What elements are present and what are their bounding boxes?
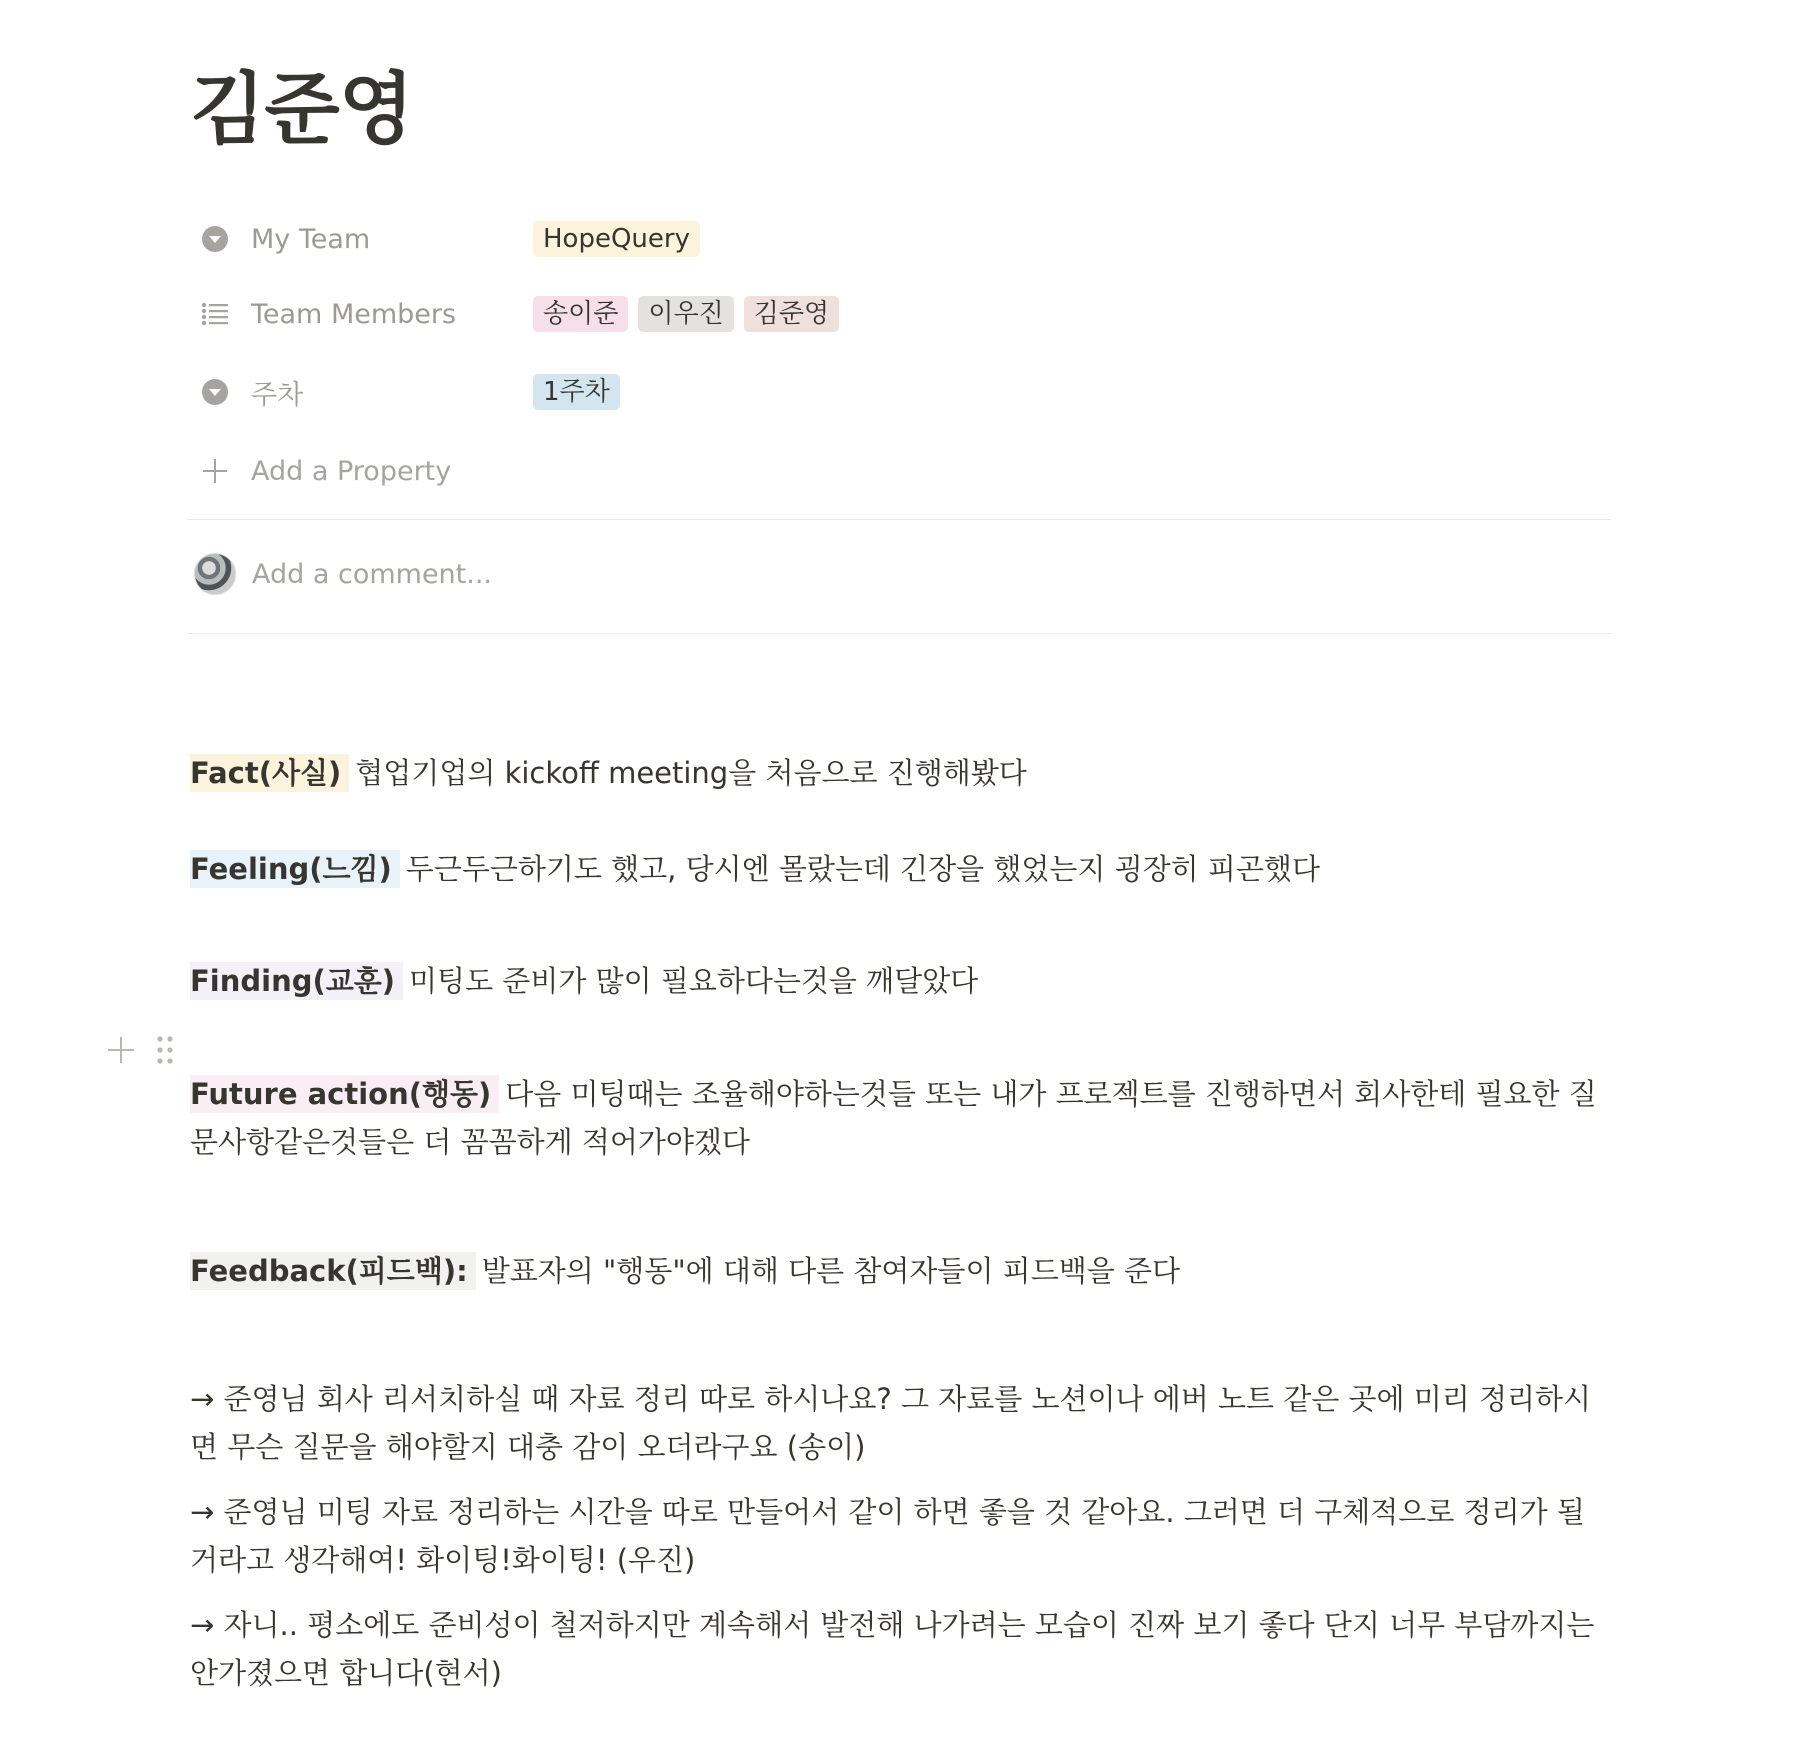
fact-text: 협업기업의 kickoff meeting을 처음으로 진행해봤다 [355, 756, 1027, 790]
tag[interactable]: 이우진 [638, 296, 733, 332]
comment-block[interactable]: → 자니.. 평소에도 준비성이 철저하지만 계속해서 발전해 나가려는 모습이 진짜 보기 좋다 단지 너무 부담까지는 안가졌으면 합니다(현서) [190, 1608, 1595, 1690]
page-title[interactable]: 김준영 [190, 65, 414, 155]
property-value[interactable] [533, 374, 620, 410]
tag[interactable]: 송이준 [533, 296, 628, 332]
comment-placeholder[interactable]: Add a comment... [252, 558, 493, 590]
tag[interactable]: HopeQuery [533, 221, 700, 257]
tag[interactable]: 1주차 [533, 374, 620, 410]
finding-label: Finding(교훈) [190, 962, 403, 1000]
property-row-week[interactable] [187, 362, 1611, 422]
text-block-fact[interactable] [190, 749, 1608, 797]
property-value[interactable] [533, 221, 700, 257]
property-name[interactable]: Team Members [251, 298, 457, 330]
comment-input[interactable] [187, 546, 492, 602]
property-row-my-team[interactable] [187, 209, 1611, 269]
add-property-label: Add a Property [251, 455, 452, 487]
future-action-text: 다음 미팅때는 조율해야하는것들 또는 내가 프로젝트를 진행하면서 회사한테 필요한 질문사항같은것들은 더 꼼꼼하게 적어가야겠다 [190, 1077, 1597, 1159]
feedback-text: 발표자의 "행동"에 대해 다른 참여자들이 피드백을 준다 [481, 1254, 1180, 1288]
select-icon [195, 219, 235, 259]
comment-block[interactable]: → 준영님 회사 리서치하실 때 자료 정리 따로 하시나요? 그 자료를 노션이나 에버 노트 같은 곳에 미리 정리하시면 무슨 질문을 해야할지 대충 감이 오더라구요 (송이) [190, 1382, 1592, 1464]
plus-icon [195, 451, 235, 491]
add-property-button[interactable] [187, 441, 1611, 501]
property-name[interactable]: 주차 [251, 379, 304, 411]
comment-block[interactable]: → 준영님 미팅 자료 정리하는 시간을 따로 만들어서 같이 하면 좋을 것 같아요. 그러면 더 구체적으로 정리가 될거라고 생각해여! 화이팅!화이팅! (우진) [190, 1495, 1585, 1577]
future-action-label: Future action(행동) [190, 1075, 499, 1113]
text-block-finding[interactable] [190, 957, 1608, 1005]
block-handle[interactable] [104, 1030, 182, 1070]
drag-handle-icon[interactable] [148, 1030, 182, 1070]
finding-text: 미팅도 준비가 많이 필요하다는것을 깨달았다 [409, 964, 979, 998]
feeling-text: 두근두근하기도 했고, 당시엔 몰랐는데 긴장을 했었는지 굉장히 피곤했다 [405, 852, 1320, 886]
text-block-feedback[interactable] [190, 1247, 1608, 1295]
fact-label: Fact(사실) [190, 754, 349, 792]
property-value[interactable] [533, 296, 839, 332]
tag[interactable]: 김준영 [744, 296, 839, 332]
feeling-label: Feeling(느낌) [190, 850, 400, 888]
property-row-team-members[interactable] [187, 284, 1611, 344]
avatar [194, 553, 236, 595]
text-block-future-action[interactable] [190, 1070, 1608, 1166]
feedback-label: Feedback(피드백): [190, 1252, 476, 1290]
multi-select-icon [195, 294, 235, 334]
property-name[interactable]: My Team [251, 223, 371, 255]
divider [187, 633, 1611, 634]
select-icon [195, 372, 235, 412]
plus-icon[interactable] [104, 1030, 138, 1070]
divider [187, 519, 1611, 520]
text-block-feeling[interactable] [190, 845, 1608, 893]
